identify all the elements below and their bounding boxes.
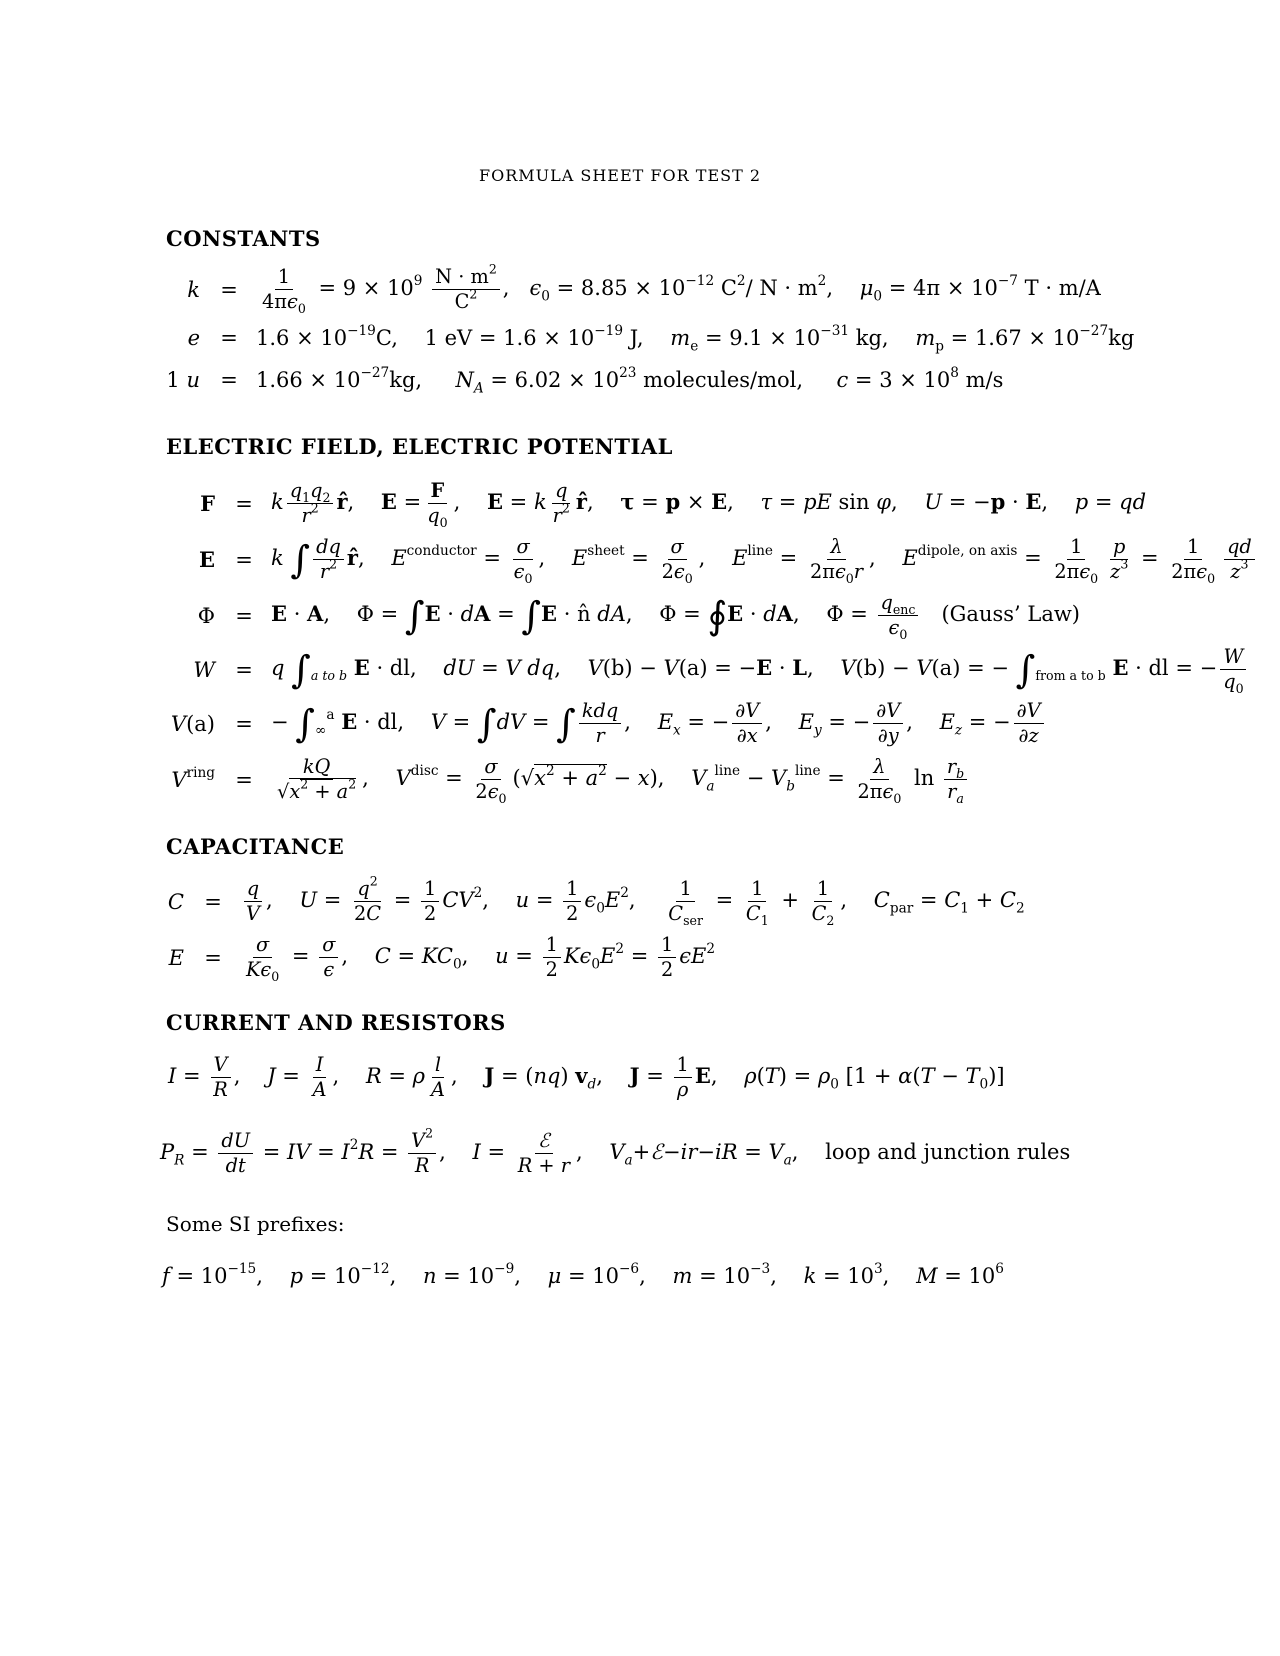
electric-row-force: F = k $\frac{q_1q_2}{r^2}$ r̂, E = $\frac{F}{q_0}$ , E = k $\frac{q}{r^2}$ r̂, τ = p × E, τ = pE sin φ, U = −p · E, p = qd xyxy=(200,479,1147,531)
si-prefixes-label: Some SI prefixes: xyxy=(166,1212,345,1236)
current-row-2: $P_R$ = $\frac{dU}{dt}$ = IV = $I^2R$ = $\frac{V^2}{R}$ , I = $\frac{\text{ℰ}}{R + r}$ , $V_a+ℰ-ir-iR = V_a$, loop and junction rules xyxy=(160,1125,1071,1178)
si-prefixes-row: $f = 10^{-15}$, $p = 10^{-12}$, $n = 10^{-9}$, $\mu = 10^{-6}$, $m = 10^{-3}$, $k = 10^3$, $M = 10^6$ xyxy=(162,1260,1004,1288)
electric-row-field: E = k ∫ $\frac{dq}{r^2}$ r̂, $E^{conductor}$ = $\frac{\sigma}{\epsilon_0}$ , $E^{sheet}$ = $\frac{\sigma}{2\epsilon_0}$ , $E^{line}$ = $\frac{\lambda}{2\pi\epsilon_0r}$ , $E^{dipole, on axis}$ = $\frac{1}{2\pi\epsilon_0}$ $\frac{p}{z^3}$ = $\frac{1}{2\pi\epsilon_0}$ $\frac{qd}{z^3}$ xyxy=(160,536,1258,583)
electric-row-ring: $V^{ring}$ = $\frac{kQ}{√x^2 + a^2}$ , $V^{disc}$ = $\frac{\sigma}{2\epsilon_0}$ $(√x^2 + a^2 - x)$, $V_a^{line} - V_b^{line}$ = $\frac{\lambda}{2\pi\epsilon_0}$ ln $\frac{r_b}{r_a}$ xyxy=(160,756,970,803)
electric-row-work: W = q $\int_{a to b}$ E · dl, dU = V dq, V(b) − V(a) = −E · L, V(b) − V(a) = − $\int_{from a to b}$ E · dl = − $\frac{W}{q_0}$ xyxy=(160,646,1250,693)
current-row-1: I = $\frac{V}{R}$ , J = $\frac{I}{A}$ , R = ρ $\frac{l}{A}$ , J = (nq) $v_d$, J = $\frac{1}{\rho}$ E, $\rho(T) = \rho_0$ $[1 + \alpha(T - T_0)]$ xyxy=(168,1053,1005,1102)
section-constants: CONSTANTS xyxy=(166,226,321,251)
section-current: CURRENT AND RESISTORS xyxy=(166,1010,506,1035)
capacitance-row-1: C = $\frac{q}{V}$ , U = $\frac{q^2}{2C}$ = $\frac{1}{2}$ $CV^2$, u = $\frac{1}{2}$ $\epsilon_0E^2$, $\frac{1}{C_{ser}}$ = $\frac{1}{C_1}$ + $\frac{1}{C_2}$ , $C_{par} = C_1 + C_2$ xyxy=(167,873,1025,929)
capacitance-row-2: E = $\frac{\sigma}{K\epsilon_0}$ = $\frac{\sigma}{\epsilon}$ , $C = KC_0$, u = $\frac{1}{2}$ $K\epsilon_0E^2$ = $\frac{1}{2}$ $\epsilon E^2$ xyxy=(168,933,716,985)
constants-row-u: 1 u = $1.66 \times 10^{-27}kg$, $N_A = 6.02 \times 10^{23}$ molecules/mol, $c = 3 \times 10^8$ m/s xyxy=(166,364,1004,397)
page-title: FORMULA SHEET FOR TEST 2 xyxy=(478,166,762,185)
section-electric: ELECTRIC FIELD, ELECTRIC POTENTIAL xyxy=(166,434,673,459)
electric-row-flux: Φ = E · A, Φ = ∫E · dA = ∫E · n̂ dA, Φ = ∮E · dA, Φ = $\frac{q_{enc}}{\epsilon_0}$ (Gauss’ Law) xyxy=(197,591,1081,643)
electric-row-potential: V(a) = − $\int_\infty^a$ E · dl, V = ∫dV = ∫ $\frac{\text{kdq}}{r}$ , $E_x$ = − $\frac{\partial V}{\partial x}$ , $E_y$ = − $\frac{\partial V}{\partial y}$ , $E_z$ = − $\frac{\partial V}{\partial z}$ xyxy=(160,700,1047,747)
constants-row-e: e = $1.6 \times 10^{-19}C$, 1 eV = $1.6 \times 10^{-19}$ J, $m_e = 9.1 \times 10^{-31}$ kg, $m_p = 1.67 \times 10^{-27}kg$ xyxy=(187,322,1135,355)
constants-row-k: k = $\frac{1}{4\pi\epsilon_0}$ = $9 \times 10^9$ $\frac{N \cdot m^2}{C^2}$ , $\epsilon_0 = 8.85 \times 10^{-12}$ $C^2/$ $N \cdot m^2$, $\mu_0 = 4\pi \times 10^{-7}$ T · m/A xyxy=(187,261,1101,317)
section-capacitance: CAPACITANCE xyxy=(166,834,345,859)
